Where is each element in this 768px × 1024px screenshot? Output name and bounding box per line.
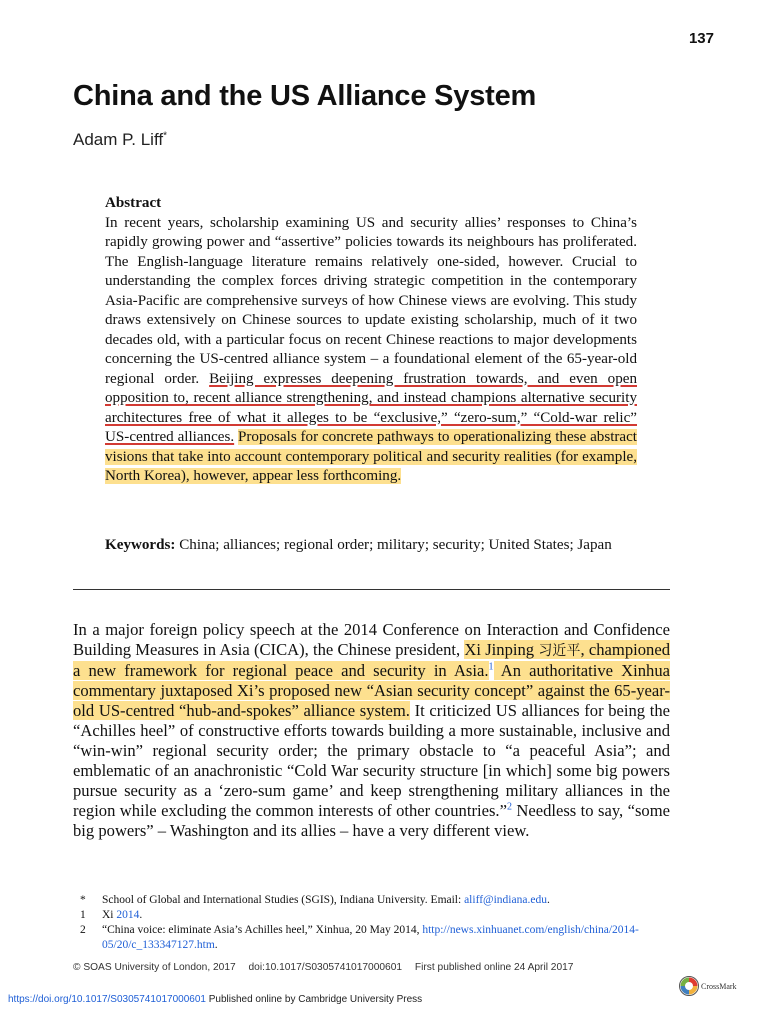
footnote-tail: . (546, 894, 550, 906)
body-text-b: It criticized US alliances for being the “Achilles heel” of constructive efforts towards building a more sustainable, inclusive and “win-win” regional security order; the primary obstacle to “a peaceful Asia”; and emblematic of an anachronistic “Cold War security structure [in which] some big powers pursue security as a ‘zero-sum game’ and keep strengthening military alliances in the region while excluding the common interests of other countries.” (73, 701, 670, 820)
body-text-c: Needless to say, “some big powers” – Washington and its allies – have a very different view. (73, 801, 670, 840)
footnote-text (102, 893, 670, 908)
footnote-mark: 2 (80, 924, 86, 936)
author-footnote-mark[interactable]: * (163, 130, 168, 142)
footnote-body: Xi (102, 909, 117, 921)
chinese-name: 习近平 (538, 643, 581, 659)
footnote-body: School of Global and International Studies (SGIS), Indiana University. Email: (102, 894, 465, 906)
body-highlight-1b: , championed a new framework for regional peace and security in Asia. (73, 640, 670, 680)
body-paragraph (73, 620, 670, 841)
footnote-body: “China voice: eliminate Asia’s Achilles heel,” Xinhua, 20 May 2014, (102, 924, 423, 936)
doi-text: doi:10.1017/S0305741017000601 (248, 962, 403, 973)
footnote-text (102, 923, 670, 953)
published-date: First published online 24 April 2017 (414, 962, 574, 973)
citation-link[interactable]: 2014 (116, 909, 140, 921)
footnote-item (80, 923, 670, 953)
keywords (105, 536, 637, 556)
section-divider (73, 589, 670, 590)
body-highlight-2: An authoritative Xinhua commentary juxtaposed Xi’s proposed new “Asian security concept” against the 65-year-old US-centred “hub-and-spokes” alliance system. (73, 661, 670, 720)
author-name: Adam P. Liff (73, 130, 164, 149)
page-number: 137 (688, 30, 714, 47)
email-link[interactable]: aliff@indiana.edu (464, 894, 547, 906)
footnote-item (80, 893, 670, 908)
footnote-ref-1[interactable]: 1 (488, 661, 494, 673)
footer-line (8, 994, 422, 1005)
abstract-heading: Abstract (105, 195, 162, 211)
doi-link[interactable]: https://doi.org/10.1017/S0305741017000601 (8, 994, 206, 1005)
abstract-underlined-text: Beijing expresses deepening frustration towards, and even open opposition to, recent alliance strengthening, and instead champions alternative security architectures free of what it alleges to be “exclusive,” “zero-sum,” “Cold-war relic” US-centred alliances. (105, 370, 637, 445)
footnotes (80, 893, 670, 953)
footnote-tail: . (214, 939, 218, 951)
crossmark-badge[interactable] (678, 975, 742, 997)
publisher-text: Published online by Cambridge University Press (205, 994, 423, 1005)
footnote-text (102, 908, 670, 923)
author-line (73, 130, 167, 150)
footnote-tail: . (139, 909, 143, 921)
footnote-item (80, 908, 670, 923)
copyright-line (73, 962, 583, 973)
footnote-mark: 1 (80, 909, 86, 921)
abstract-text: In recent years, scholarship examining US and security allies’ responses to China’s rapidly growing power and “assertive” policies towards its neighbours has proliferated. The English-language literature remains relatively one-sided, however. Crucial to understanding the complex forces driving strategic competition in the contemporary Asia-Pacific are comprehensive surveys of how Chinese views are evolving. This study draws extensively on Chinese sources to update existing scholarship, much of it two decades old, with a particular focus on recent Chinese reactions to major developments concerning the US-centred alliance system – a foundational element of the 65-year-old regional order. (105, 214, 637, 387)
body-text-a: In a major foreign policy speech at the 2014 Conference on Interaction and Confidence Building Measures in Asia (CICA), the Chinese president, (73, 620, 670, 659)
url-link[interactable]: http://news.xinhuanet.com/english/china/2014-05/20/c_133347127.htm (102, 924, 639, 951)
footnote-ref-2[interactable]: 2 (506, 801, 512, 813)
article-title: China and the US Alliance System (73, 80, 537, 112)
keywords-label: Keywords: (105, 537, 176, 553)
crossmark-icon (678, 975, 742, 997)
abstract-highlighted-text: Proposals for concrete pathways to operationalizing these abstract visions that take into account contemporary political and security realities (for example, North Korea), however, appear less forthcoming. (105, 429, 638, 484)
crossmark-label: CrossMark (701, 982, 737, 991)
body-highlight-1a: Xi Jinping (464, 640, 539, 659)
footnote-mark: * (80, 894, 86, 906)
abstract (105, 194, 637, 487)
keywords-text: China; alliances; regional order; military; security; United States; Japan (175, 537, 612, 553)
copyright-holder: © SOAS University of London, 2017 (73, 962, 236, 973)
